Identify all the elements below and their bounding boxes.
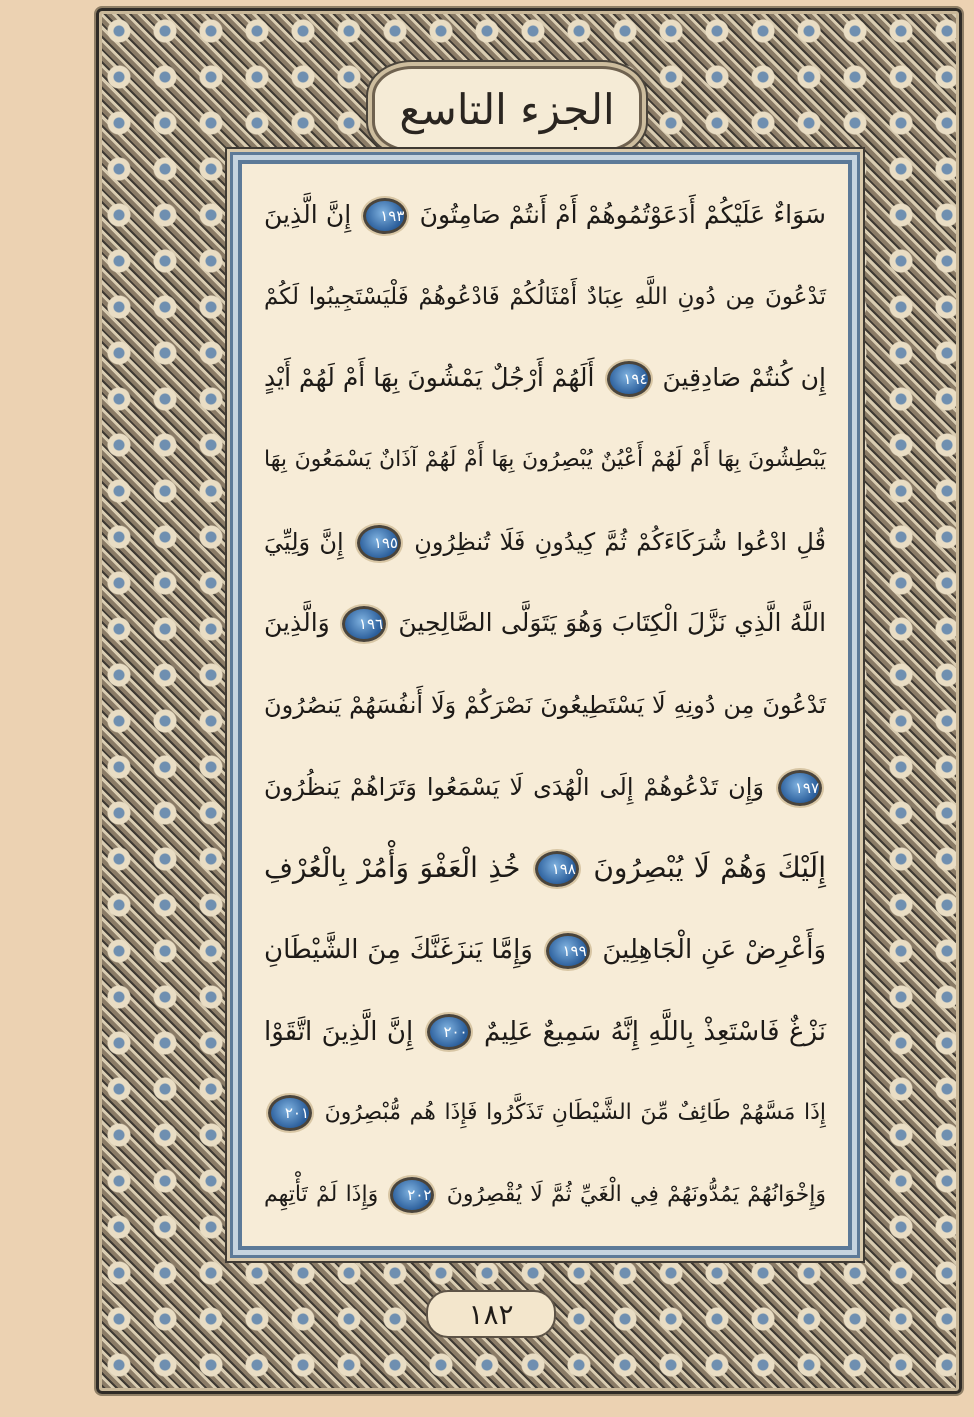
verse-text: تَدْعُونَ مِن دُونِهِ لَا يَسْتَطِيعُونَ نَصْرَكُمْ وَلَا أَنفُسَهُمْ يَنصُرُونَ xyxy=(264,690,826,719)
verse-line xyxy=(264,522,826,562)
verse-line xyxy=(264,440,826,480)
verse-text: إِنَّ وَلِيِّيَ xyxy=(264,527,344,556)
ayah-number-marker: ١٩٨ xyxy=(535,851,579,887)
verse-text: وَإِمَّا يَنزَغَنَّكَ مِنَ الشَّيْطَانِ xyxy=(264,935,533,966)
verse-line xyxy=(264,358,826,398)
verse-text: وَإِذَا لَمْ تَأْتِهِم xyxy=(264,1182,379,1208)
verse-text: خُذِ الْعَفْوَ وَأْمُرْ بِالْعُرْفِ xyxy=(264,851,521,885)
verse-text: اللَّهُ الَّذِي نَزَّلَ الْكِتَابَ وَهُوَ يَتَوَلَّى الصَّالِحِينَ xyxy=(398,608,827,638)
verse-line xyxy=(264,603,826,643)
ayah-number-marker: ١٩٧ xyxy=(778,770,822,806)
juz-title: الجزء التاسع xyxy=(399,84,615,134)
ayah-number-marker: ١٩٣ xyxy=(363,198,407,234)
verse-line xyxy=(264,848,826,888)
ayah-number-marker: ١٩٥ xyxy=(357,525,401,561)
verse-text-panel xyxy=(238,160,852,1250)
verse-text: إِنَّ الَّذِينَ xyxy=(264,199,352,229)
verse-text: وَأَعْرِضْ عَنِ الْجَاهِلِينَ xyxy=(602,935,827,966)
verse-text: إِلَيْكَ وَهُمْ لَا يُبْصِرُونَ xyxy=(593,851,826,885)
ayah-number-marker: ٢٠٠ xyxy=(427,1014,471,1050)
ayah-number-marker: ٢٠١ xyxy=(268,1095,312,1131)
ayah-number-marker: ١٩٤ xyxy=(607,361,651,397)
verse-text: وَالَّذِينَ xyxy=(264,608,330,638)
verse-line xyxy=(264,1012,826,1052)
verse-line xyxy=(264,767,826,807)
verse-text: إِذَا مَسَّهُمْ طَائِفٌ مِّنَ الشَّيْطَانِ تَذَكَّرُوا فَإِذَا هُم مُّبْصِرُونَ xyxy=(324,1100,826,1126)
verse-line xyxy=(264,277,826,317)
verse-line xyxy=(264,1175,826,1215)
verse-text: إِنَّ الَّذِينَ اتَّقَوْا xyxy=(264,1016,414,1047)
verse-text: قُلِ ادْعُوا شُرَكَاءَكُمْ ثُمَّ كِيدُونِ فَلَا تُنظِرُونِ xyxy=(414,527,826,556)
verse-text: نَزْغٌ فَاسْتَعِذْ بِاللَّهِ إِنَّهُ سَمِيعٌ عَلِيمٌ xyxy=(484,1016,827,1047)
verse-lines xyxy=(264,174,826,1236)
juz-header-cartouche xyxy=(372,66,642,152)
verse-text: يَبْطِشُونَ بِهَا أَمْ لَهُمْ أَعْيُنٌ يُبْصِرُونَ بِهَا أَمْ لَهُمْ آذَانٌ يَسْمَعُونَ بِهَا xyxy=(264,446,826,472)
page-number-box xyxy=(426,1290,556,1338)
ayah-number-marker: ١٩٦ xyxy=(342,606,386,642)
verse-text: أَلَهُمْ أَرْجُلٌ يَمْشُونَ بِهَا أَمْ لَهُمْ أَيْدٍ xyxy=(264,363,595,393)
verse-line xyxy=(264,1093,826,1133)
verse-text: إِن كُنتُمْ صَادِقِينَ xyxy=(662,363,826,393)
verse-line xyxy=(264,685,826,725)
verse-text: تَدْعُونَ مِن دُونِ اللَّهِ عِبَادٌ أَمْثَالُكُمْ فَادْعُوهُمْ فَلْيَسْتَجِيبُوا لَكُمْ xyxy=(264,283,826,310)
verse-text: سَوَاءٌ عَلَيْكُمْ أَدَعَوْتُمُوهُمْ أَمْ أَنتُمْ صَامِتُونَ xyxy=(419,199,826,229)
verse-text: وَإِخْوَانُهُمْ يَمُدُّونَهُمْ فِي الْغَيِّ ثُمَّ لَا يُقْصِرُونَ xyxy=(446,1182,826,1208)
verse-line xyxy=(264,195,826,235)
verse-line xyxy=(264,930,826,970)
ayah-number-marker: ٢٠٢ xyxy=(390,1177,434,1213)
verse-text: وَإِن تَدْعُوهُمْ إِلَى الْهُدَى لَا يَسْمَعُوا وَتَرَاهُمْ يَنظُرُونَ xyxy=(264,772,764,801)
ayah-number-marker: ١٩٩ xyxy=(546,933,590,969)
page-number: ١٨٢ xyxy=(468,1297,514,1331)
